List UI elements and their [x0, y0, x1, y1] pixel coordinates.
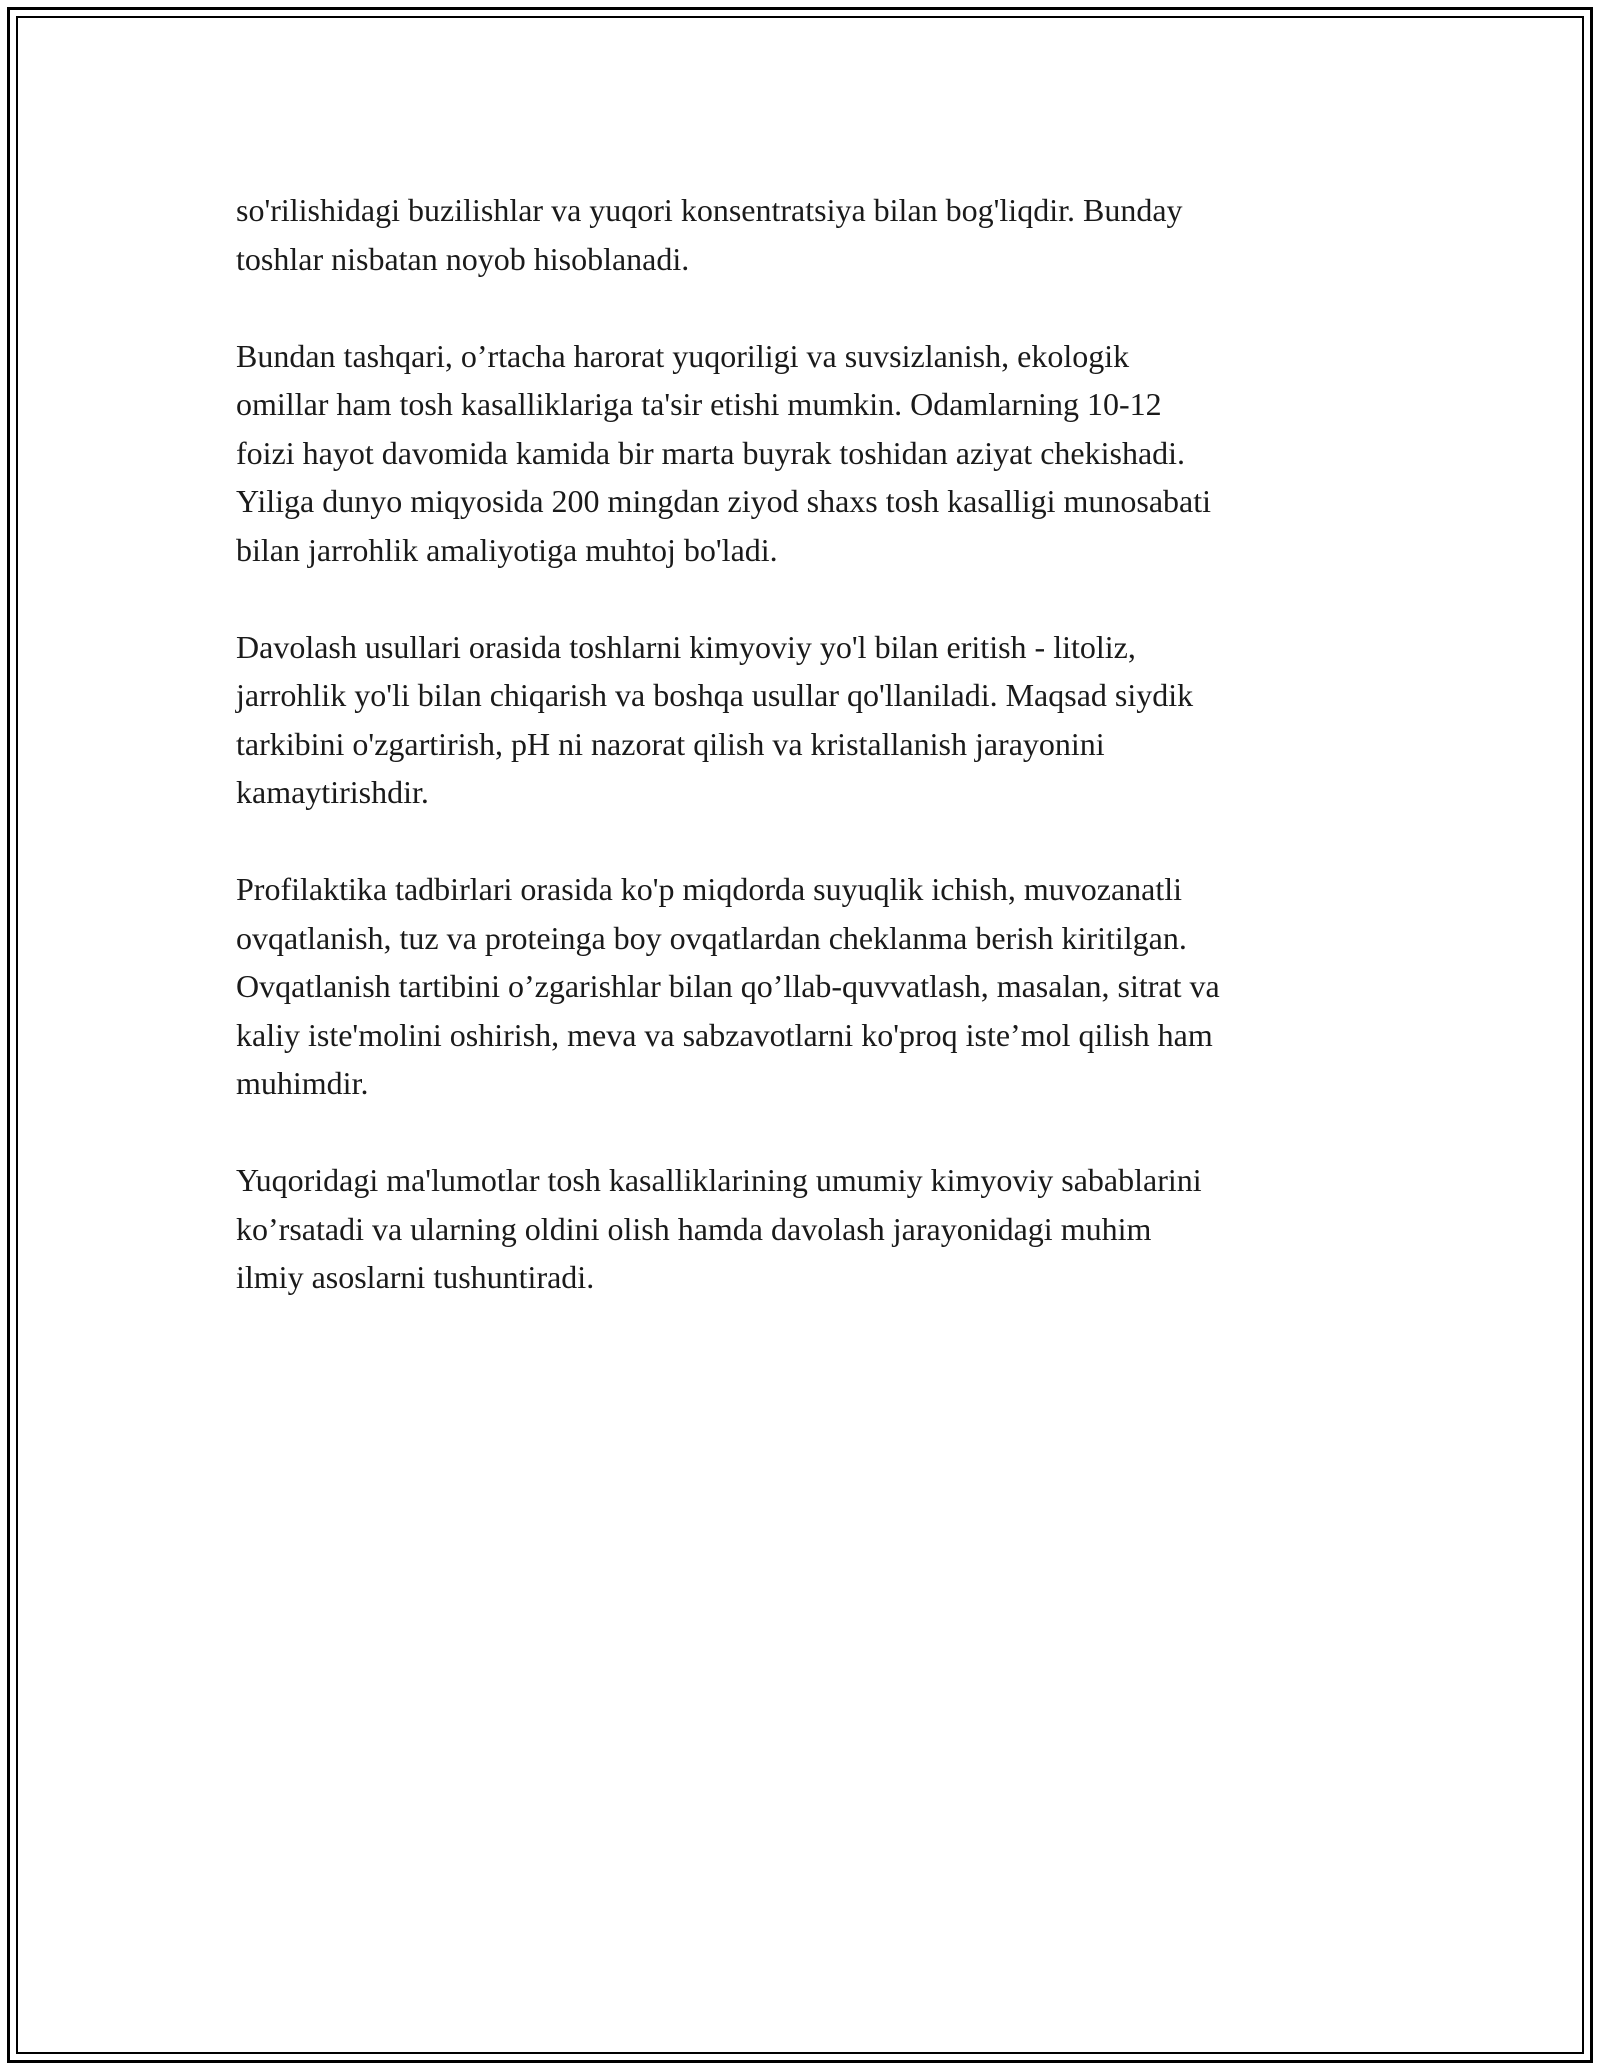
text-line: muhimdir. [236, 1065, 369, 1101]
text-line: so'rilishidagi buzilishlar va yuqori konsentratsiya bilan bog'liqdir. Bunday [236, 192, 1183, 228]
paragraph-2 [236, 332, 1386, 575]
text-line: ovqatlanish, tuz va proteinga boy ovqatlardan cheklanma berish kiritilgan. [236, 919, 1187, 956]
text-line: Ovqatlanish tartibini o’zgarishlar bilan qo’llab-quvvatlash, masalan, sitrat va [236, 968, 1220, 1004]
text-line: Bundan tashqari, o’rtacha harorat yuqoriligi va suvsizlanish, ekologik [236, 337, 1130, 374]
text-line: kamaytirishdir. [236, 774, 429, 810]
text-line: Profilaktika tadbirlari orasida ko'p miqdorda suyuqlik ichish, muvozanatli [236, 871, 1183, 907]
text-line: Davolash usullari orasida toshlarni kimyoviy yo'l bilan eritish - litoliz, [236, 628, 1136, 665]
paragraph-5 [236, 1156, 1386, 1302]
text-line: Yiliga dunyo miqyosida 200 mingdan ziyod shaxs tosh kasalligi munosabati [236, 483, 1212, 519]
text-line: jarrohlik yo'li bilan chiqarish va boshqa usullar qo'llaniladi. Maqsad siydik [236, 677, 1194, 713]
paragraph-3 [236, 623, 1386, 817]
text-line: ko’rsatadi va ularning oldini olish hamda davolash jarayonidagi muhim [236, 1210, 1152, 1247]
paragraph-1 [236, 186, 1386, 283]
text-line: bilan jarrohlik amaliyotiga muhtoj bo'ladi. [236, 531, 778, 568]
text-line: foizi hayot davomida kamida bir marta buyrak toshidan aziyat chekishadi. [236, 434, 1186, 471]
paragraph-4 [236, 865, 1386, 1108]
text-line: tarkibini o'zgartirish, pH ni nazorat qilish va kristallanish jarayonini [236, 725, 1105, 762]
text-line: Yuqoridagi ma'lumotlar tosh kasalliklarining umumiy kimyoviy sabablarini [236, 1162, 1202, 1198]
text-line: kaliy iste'molini oshirish, meva va sabzavotlarni ko'proq iste’mol qilish ham [236, 1016, 1213, 1053]
document-body [236, 186, 1386, 1350]
text-line: toshlar nisbatan noyob hisoblanadi. [236, 240, 690, 277]
text-line: ilmiy asoslarni tushuntiradi. [236, 1259, 595, 1295]
text-line: omillar ham tosh kasalliklariga ta'sir etishi mumkin. Odamlarning 10-12 [236, 386, 1162, 422]
